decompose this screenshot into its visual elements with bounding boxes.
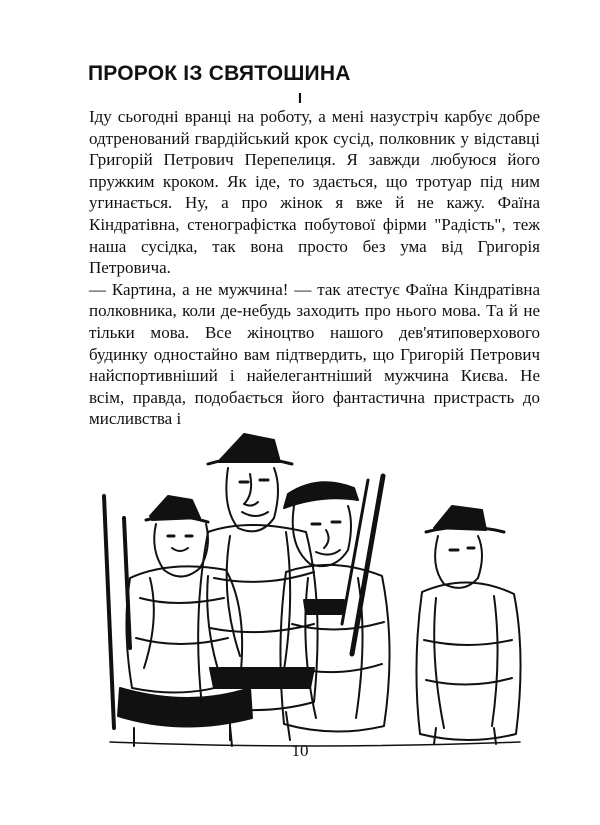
hunter-figure-2 bbox=[198, 434, 317, 740]
chapter-title: ПРОРОК ІЗ СВЯТОШИНА bbox=[88, 62, 351, 85]
body-text bbox=[89, 106, 540, 430]
page-number: 10 bbox=[291, 741, 309, 760]
paragraph: Іду сьогодні вранці на роботу, а мені назустріч карбує добре одтренований гвардійський крок сусід, полковник у відставці Григорій Петрович Перепелиця. Я завжди любуюся його пружким кроком. Як іде, то здається, що тротуар під ним угинається. Ну, а про жінок я вже й не кажу. Фаїна Кіндратівна, стенографістка побутової фірми "Радість", теж наша сусідка, так вона просто без ума від Григорія Петровича. bbox=[89, 107, 540, 278]
section-numeral: I bbox=[297, 90, 303, 107]
hunter-figure-4 bbox=[416, 506, 520, 744]
paragraph: — Картина, а не мужчина! — так атестує Фаїна Кіндратівна полковника, коли де-небудь заходить про нього мова. Та й не тільки мова. Все жіноцтво нашого дев'ятиповерхового будинку одностайно вам підтвердить, що Григорій Петрович найспортивніший і найелегантніший мужчина Києва. Не всім, правда, подобається його фантастична пристрасть до мисливства і bbox=[89, 279, 540, 429]
hunters-illustration bbox=[90, 428, 540, 748]
